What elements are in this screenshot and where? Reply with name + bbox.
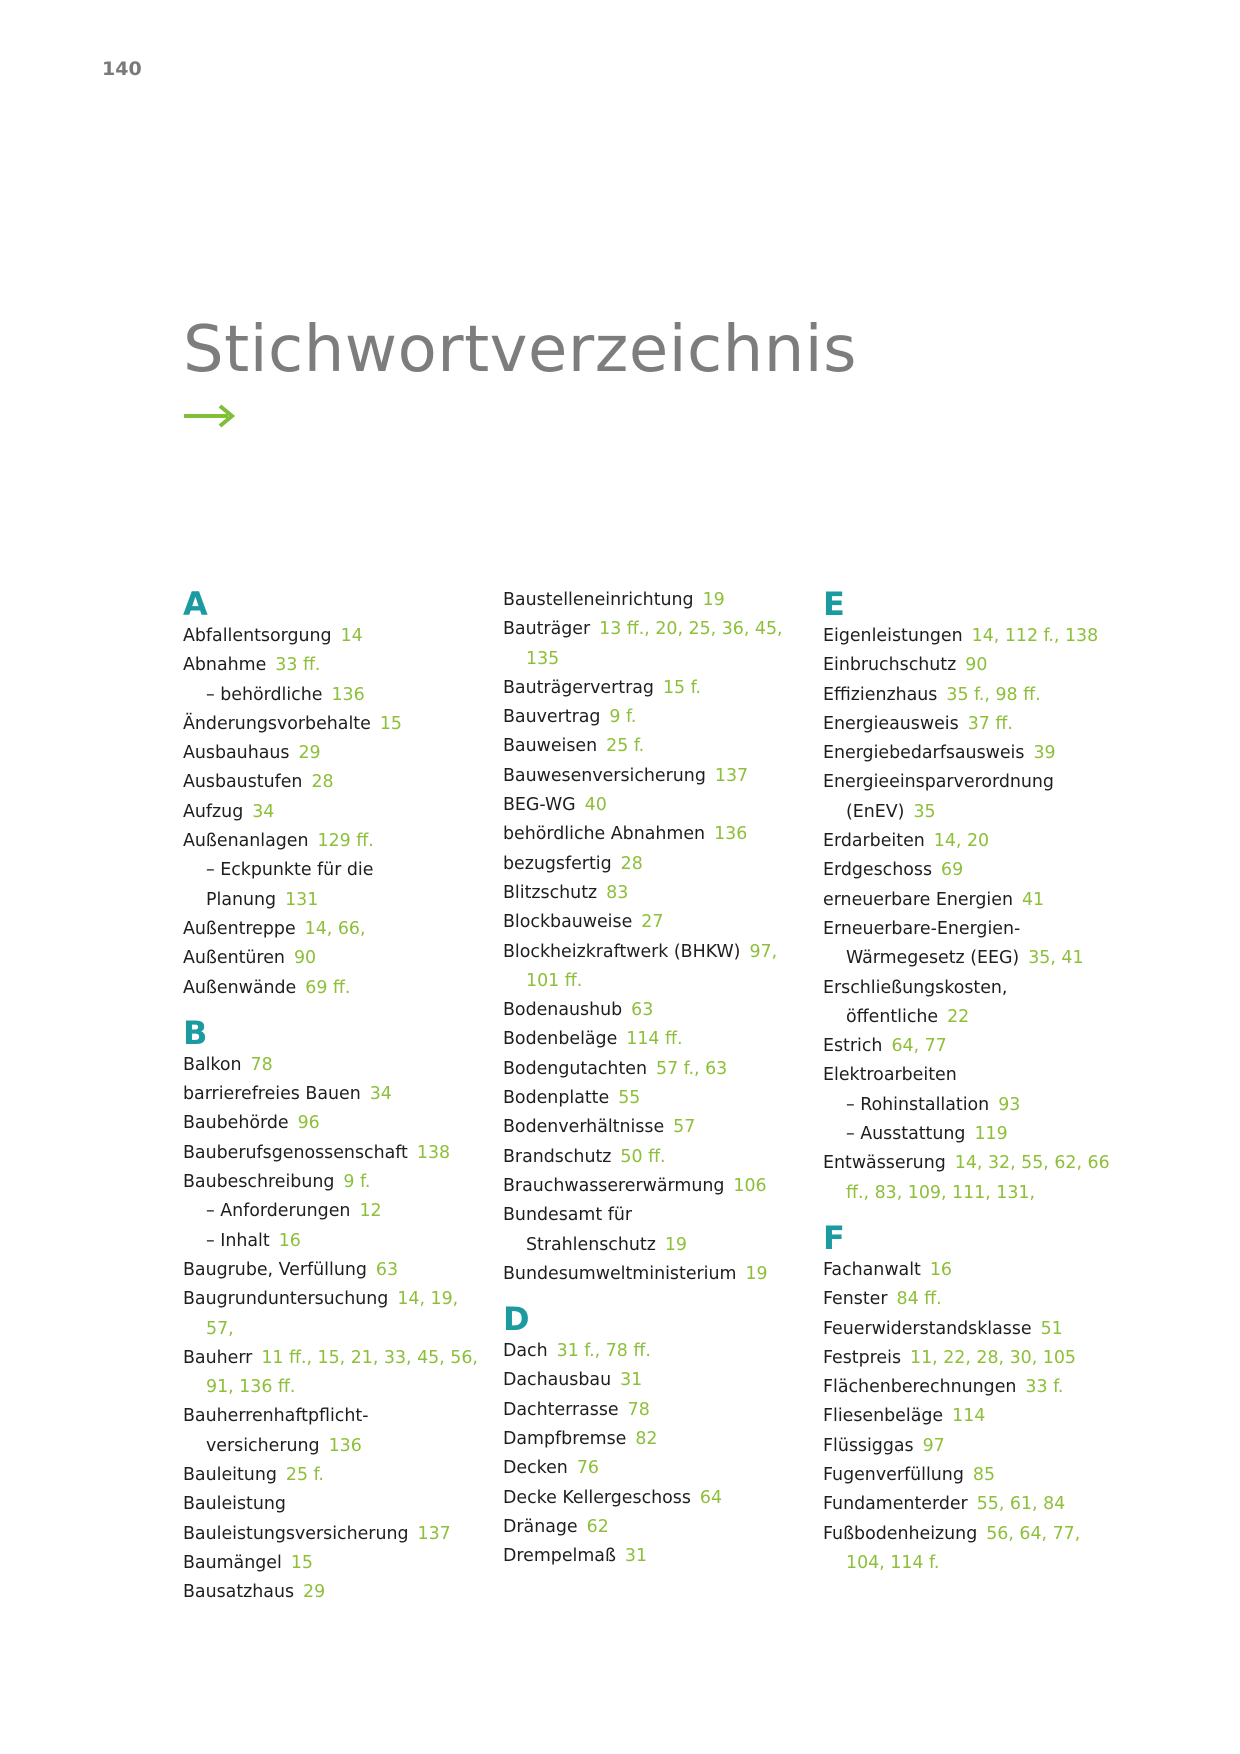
entry-pages: 9 f.: [343, 1172, 371, 1193]
entry-pages: 39: [1033, 743, 1056, 764]
entry-pages: 14: [340, 626, 363, 646]
entry-term: erneuerbare Energien: [823, 889, 1013, 910]
index-entry: [823, 1285, 1113, 1314]
index-entry: [823, 710, 1113, 739]
index-entry: [183, 886, 473, 915]
entry-pages: 55: [618, 1088, 641, 1109]
index-entry: [823, 1490, 1113, 1519]
page-title: Stichwortverzeichnis: [183, 313, 857, 387]
entry-term: – behördliche: [206, 684, 323, 705]
entry-pages: 76: [576, 1458, 599, 1479]
entry-term: öffentliche: [846, 1006, 939, 1027]
index-entry: [823, 1179, 1113, 1208]
section-letter: F: [823, 1218, 845, 1257]
index-entry: [503, 1542, 793, 1571]
entry-pages: ff., 83, 109, 111, 131,: [846, 1182, 1035, 1203]
entry-pages: 90: [293, 948, 317, 969]
entry-term: Bauherr: [183, 1347, 253, 1368]
index-entry: [823, 1149, 1113, 1178]
entry-pages: 51: [1040, 1318, 1063, 1339]
entry-pages: 14, 20: [933, 831, 990, 852]
index-entry: [823, 856, 1113, 885]
entry-term: Bauherrenhaftpflicht-: [183, 1406, 369, 1427]
index-entry: [503, 967, 793, 996]
index-entry: [823, 1003, 1113, 1032]
entry-term: Flüssiggas: [823, 1435, 914, 1456]
entry-pages: 14, 19,: [397, 1289, 459, 1310]
index-entry: [823, 944, 1113, 973]
entry-pages: 69: [941, 860, 964, 881]
index-section: [183, 1013, 478, 1608]
entry-pages: 90: [965, 655, 988, 676]
entry-pages: 62: [586, 1516, 609, 1537]
index-entry: [503, 1172, 793, 1201]
entry-term: Abfallentsorgung: [183, 626, 332, 646]
index-entry: [183, 1109, 473, 1138]
index-entry: [823, 1256, 1113, 1285]
index-entry: [823, 651, 1113, 680]
entry-pages: 69 ff.: [305, 977, 351, 998]
index-entry: [183, 944, 473, 973]
entry-pages: 85: [972, 1465, 996, 1486]
entry-pages: 15: [379, 713, 402, 734]
index-entry: [823, 1344, 1113, 1373]
entry-term: Erschließungskosten,: [823, 977, 1008, 998]
entry-term: Baugrube, Verfüllung: [183, 1259, 367, 1280]
index-entry: [183, 1520, 473, 1549]
entry-pages: 16: [278, 1230, 301, 1251]
index-column-1: [183, 585, 478, 1608]
entry-term: Baustelleneinrichtung: [503, 590, 694, 610]
entry-term: Außenwände: [183, 977, 297, 998]
entry-term: BEG-WG: [503, 795, 576, 816]
entry-pages: 14, 66,: [304, 918, 366, 939]
index-entry: [503, 1337, 793, 1366]
index-entry: [823, 1432, 1113, 1461]
entry-pages: 97: [922, 1435, 945, 1456]
entry-pages: 25 f.: [606, 736, 645, 757]
entry-pages: 19: [745, 1263, 768, 1284]
index-entry: [823, 622, 1113, 651]
entry-pages: 136: [328, 1435, 362, 1456]
entry-pages: 13 ff., 20, 25, 36, 45,: [599, 619, 783, 640]
entry-term: Außentüren: [183, 948, 285, 969]
entry-pages: 19: [664, 1234, 687, 1255]
index-entry: [503, 1143, 793, 1172]
index-entry: [183, 710, 473, 739]
entry-pages: 135: [526, 648, 560, 669]
index-entry: [823, 1549, 1113, 1578]
entry-term: Entwässerung: [823, 1153, 946, 1174]
entry-term: barrierefreies Bauen: [183, 1084, 361, 1105]
index-entry: [503, 1366, 793, 1395]
index-section: [503, 586, 793, 1289]
index-entry: [823, 1061, 1113, 1090]
index-section: [503, 1301, 793, 1571]
index-entry: [183, 1344, 478, 1373]
entry-term: (EnEV): [846, 801, 905, 822]
entry-term: Bauvertrag: [503, 707, 601, 728]
entry-term: Baugrunduntersuchung: [183, 1289, 389, 1310]
entry-pages: 31: [620, 1370, 643, 1391]
section-letter: B: [183, 1013, 208, 1052]
index-entry: [183, 1461, 473, 1490]
index-entry: [503, 1425, 793, 1454]
index-entry: [503, 1084, 793, 1113]
entry-pages: 29: [298, 743, 321, 764]
index-entry: [503, 703, 793, 732]
index-entry: [823, 1520, 1113, 1549]
entry-term: Decke Kellergeschoss: [503, 1487, 691, 1508]
page-number: 140: [102, 58, 142, 80]
entry-pages: 14, 112 f., 138: [971, 626, 1099, 646]
entry-pages: 16: [929, 1259, 952, 1280]
index-entry: [823, 798, 1113, 827]
entry-pages: 57,: [206, 1318, 234, 1339]
entry-pages: 101 ff.: [526, 970, 583, 991]
index-entry: [503, 1113, 793, 1142]
entry-term: Dampfbremse: [503, 1429, 627, 1450]
entry-pages: 78: [250, 1054, 273, 1075]
index-entry: [823, 915, 1113, 944]
index-entry: [823, 768, 1113, 797]
index-entry: [823, 974, 1113, 1003]
entry-pages: 57 f., 63: [656, 1058, 728, 1079]
entry-term: Bodenbeläge: [503, 1029, 618, 1050]
entry-pages: 28: [620, 853, 643, 874]
entry-pages: 35 f., 98 ff.: [946, 684, 1041, 705]
index-entry: [183, 1578, 473, 1607]
index-entry: [183, 1490, 473, 1519]
entry-pages: 40: [584, 795, 607, 816]
index-entry: [823, 1032, 1113, 1061]
entry-term: Fußbodenheizung: [823, 1523, 978, 1544]
entry-pages: 34: [252, 801, 275, 822]
index-entry: [503, 908, 793, 937]
index-entry: [503, 1396, 793, 1425]
entry-term: Energieausweis: [823, 713, 959, 734]
entry-pages: 119: [974, 1124, 1008, 1145]
entry-pages: 137: [714, 765, 749, 786]
index-entry: [183, 1315, 473, 1344]
index-entry: [503, 1231, 793, 1260]
entry-pages: 136: [714, 824, 748, 845]
entry-term: Fliesenbeläge: [823, 1406, 944, 1427]
entry-term: Flächenberechnungen: [823, 1377, 1017, 1398]
entry-term: Erneuerbare-Energien-: [823, 918, 1021, 939]
entry-pages: 19: [702, 590, 725, 610]
entry-term: Strahlenschutz: [526, 1234, 656, 1255]
entry-term: Bauleistung: [183, 1494, 286, 1515]
entry-pages: 33 f.: [1025, 1377, 1064, 1398]
entry-pages: 27: [641, 912, 664, 933]
entry-term: Drempelmaß: [503, 1546, 616, 1567]
entry-term: – Inhalt: [206, 1230, 270, 1251]
index-entry: [183, 622, 473, 651]
entry-pages: 15: [290, 1552, 313, 1573]
index-entry: [823, 1402, 1113, 1431]
index-entry: [823, 681, 1113, 710]
index-entry: [503, 1513, 793, 1542]
index-entry: [823, 1315, 1113, 1344]
entry-term: Fugenverfüllung: [823, 1465, 964, 1486]
entry-term: Brandschutz: [503, 1146, 612, 1167]
entry-term: Bauleistungsversicherung: [183, 1523, 409, 1544]
entry-term: Planung: [206, 889, 277, 910]
entry-pages: 129 ff.: [317, 831, 374, 852]
entry-term: Feuerwiderstandsklasse: [823, 1318, 1032, 1339]
index-entry: [183, 768, 473, 797]
entry-term: Baubehörde: [183, 1113, 289, 1134]
index-entry: [183, 1227, 473, 1256]
index-entry: [503, 1454, 793, 1483]
entry-term: Balkon: [183, 1054, 242, 1075]
entry-term: Bauträger: [503, 619, 591, 640]
entry-pages: 138: [416, 1142, 451, 1163]
entry-term: Brauchwassererwärmung: [503, 1175, 725, 1196]
entry-pages: 56, 64, 77,: [986, 1523, 1081, 1544]
entry-pages: 29: [303, 1582, 326, 1603]
entry-term: Außentreppe: [183, 918, 296, 939]
entry-pages: 114 ff.: [626, 1029, 683, 1050]
entry-term: Bauwesenversicherung: [503, 765, 706, 786]
index-entry: [503, 645, 793, 674]
index-entry: [503, 996, 793, 1025]
entry-pages: 28: [311, 772, 334, 793]
index-entry: [183, 1285, 473, 1314]
entry-pages: 57: [673, 1117, 696, 1138]
entry-term: Bauleitung: [183, 1465, 277, 1486]
entry-pages: 31 f., 78 ff.: [556, 1341, 651, 1362]
entry-term: Elektroarbeiten: [823, 1065, 957, 1086]
entry-term: Änderungsvorbehalte: [183, 713, 371, 734]
entry-term: Wärmegesetz (EEG): [846, 948, 1020, 969]
entry-pages: 11, 22, 28, 30, 105: [910, 1347, 1076, 1368]
entry-term: Bundesamt für: [503, 1205, 633, 1226]
index-entry: [823, 739, 1113, 768]
entry-term: Festpreis: [823, 1347, 902, 1368]
index-entry: [823, 886, 1113, 915]
index-section: [823, 1220, 1113, 1578]
index-entry: [183, 739, 473, 768]
index-entry: [183, 974, 473, 1003]
entry-term: Baubeschreibung: [183, 1172, 335, 1193]
index-entry: [503, 850, 793, 879]
entry-term: behördliche Abnahmen: [503, 824, 706, 845]
index-entry: [823, 1373, 1113, 1402]
entry-pages: 14, 32, 55, 62, 66: [954, 1153, 1110, 1174]
entry-pages: 12: [359, 1201, 382, 1222]
entry-pages: 78: [627, 1399, 650, 1420]
entry-term: – Anforderungen: [206, 1201, 351, 1222]
index-entry: [183, 1139, 473, 1168]
arrow-right-icon: [184, 403, 238, 429]
index-entry: [183, 681, 473, 710]
entry-term: Bauberufsgenossenschaft: [183, 1142, 408, 1163]
entry-term: Bodengutachten: [503, 1058, 647, 1079]
index-section: [823, 586, 1113, 1208]
entry-term: Dachterrasse: [503, 1399, 619, 1420]
entry-term: Fundamenterder: [823, 1494, 968, 1515]
index-entry: [183, 856, 473, 885]
entry-pages: 63: [631, 1000, 654, 1021]
entry-term: Bodenverhältnisse: [503, 1117, 665, 1138]
entry-term: Bauweisen: [503, 736, 598, 757]
index-entry: [503, 938, 793, 967]
entry-term: Dachausbau: [503, 1370, 612, 1391]
entry-pages: 104, 114 f.: [846, 1552, 940, 1573]
entry-term: Blockbauweise: [503, 912, 633, 933]
entry-pages: 9 f.: [609, 707, 637, 728]
entry-pages: 106: [733, 1175, 767, 1196]
index-entry: [183, 1051, 473, 1080]
entry-term: Bauträgervertrag: [503, 677, 654, 698]
index-entry: [503, 615, 793, 644]
entry-term: Eigenleistungen: [823, 626, 963, 646]
index-entry: [183, 1197, 473, 1226]
index-entry: [183, 1080, 473, 1109]
section-letter: D: [503, 1300, 530, 1339]
index-column-3: [823, 586, 1113, 1578]
index-entry: [503, 1055, 793, 1084]
index-entry: [503, 732, 793, 761]
entry-pages: 25 f.: [285, 1465, 324, 1486]
entry-pages: 96: [297, 1113, 320, 1134]
index-section: [183, 586, 473, 1003]
index-entry: [823, 1120, 1113, 1149]
entry-term: Außenanlagen: [183, 831, 309, 852]
index-entry: [503, 674, 793, 703]
entry-term: versicherung: [206, 1435, 320, 1456]
entry-term: Aufzug: [183, 801, 244, 822]
entry-term: Ausbauhaus: [183, 743, 290, 764]
entry-term: – Rohinstallation: [846, 1094, 990, 1115]
entry-term: Effizienzhaus: [823, 684, 938, 705]
entry-pages: 33 ff.: [275, 655, 321, 676]
entry-pages: 91, 136 ff.: [206, 1377, 296, 1398]
index-entry: [503, 1484, 793, 1513]
entry-term: bezugsfertig: [503, 853, 612, 874]
index-entry: [503, 586, 793, 615]
index-entry: [823, 827, 1113, 856]
index-entry: [183, 915, 473, 944]
index-entry: [503, 1201, 793, 1230]
index-entry: [503, 762, 793, 791]
entry-term: Erdarbeiten: [823, 831, 925, 852]
index-entry: [503, 879, 793, 908]
entry-term: Blitzschutz: [503, 882, 598, 903]
index-entry: [183, 798, 473, 827]
entry-pages: 114: [952, 1406, 986, 1427]
entry-term: Bodenplatte: [503, 1088, 610, 1109]
entry-term: Erdgeschoss: [823, 860, 933, 881]
index-entry: [503, 820, 793, 849]
entry-term: Dach: [503, 1341, 548, 1362]
index-column-2: [503, 586, 793, 1572]
entry-term: Energiebedarfsausweis: [823, 743, 1025, 764]
index-entry: [823, 1091, 1113, 1120]
section-letter: A: [183, 585, 208, 623]
entry-term: Abnahme: [183, 655, 267, 676]
entry-term: Baumängel: [183, 1552, 282, 1573]
entry-term: Energieeinsparverordnung: [823, 772, 1054, 793]
entry-pages: 41: [1021, 889, 1045, 910]
index-entry: [183, 651, 473, 680]
entry-pages: 35, 41: [1028, 948, 1084, 969]
entry-pages: 84 ff.: [896, 1289, 942, 1310]
entry-term: Fachanwalt: [823, 1259, 921, 1280]
entry-term: Estrich: [823, 1036, 883, 1057]
entry-pages: 22: [947, 1006, 970, 1027]
entry-pages: 63: [375, 1259, 399, 1280]
section-letter: E: [823, 585, 845, 623]
entry-pages: 15 f.: [662, 677, 701, 698]
index-entry: [183, 827, 473, 856]
index-entry: [183, 1373, 473, 1402]
index-entry: [823, 1461, 1113, 1490]
entry-pages: 82: [635, 1429, 658, 1450]
entry-term: Bodenaushub: [503, 1000, 623, 1021]
entry-pages: 131: [285, 889, 319, 910]
entry-pages: 64: [699, 1487, 723, 1508]
entry-pages: 34: [369, 1084, 392, 1105]
index-entry: [183, 1432, 473, 1461]
entry-term: Bundesumweltministerium: [503, 1263, 737, 1284]
index-entry: [183, 1549, 473, 1578]
index-entry: [183, 1402, 473, 1431]
entry-pages: 31: [624, 1546, 648, 1567]
entry-pages: 97,: [749, 941, 778, 962]
entry-pages: 64, 77: [891, 1036, 947, 1057]
entry-term: Ausbaustufen: [183, 772, 303, 793]
entry-pages: 137: [417, 1523, 451, 1544]
entry-pages: 93: [998, 1094, 1021, 1115]
entry-term: – Eckpunkte für die: [206, 860, 374, 881]
index-entry: [503, 1025, 793, 1054]
entry-term: Einbruchschutz: [823, 655, 957, 676]
entry-pages: 55, 61, 84: [976, 1494, 1066, 1515]
entry-term: – Ausstattung: [846, 1124, 966, 1145]
entry-pages: 83: [606, 882, 629, 903]
index-entry: [183, 1168, 473, 1197]
entry-pages: 35: [913, 801, 936, 822]
entry-term: Dränage: [503, 1516, 578, 1537]
entry-term: Bausatzhaus: [183, 1582, 295, 1603]
entry-term: Fenster: [823, 1289, 888, 1310]
index-entry: [503, 1260, 793, 1289]
entry-term: Decken: [503, 1458, 568, 1479]
index-entry: [183, 1256, 473, 1285]
entry-pages: 11 ff., 15, 21, 33, 45, 56,: [261, 1347, 478, 1368]
entry-term: Blockheizkraftwerk (BHKW): [503, 941, 741, 962]
index-entry: [503, 791, 793, 820]
entry-pages: 136: [331, 684, 365, 705]
entry-pages: 37 ff.: [967, 713, 1013, 734]
entry-pages: 50 ff.: [620, 1146, 666, 1167]
